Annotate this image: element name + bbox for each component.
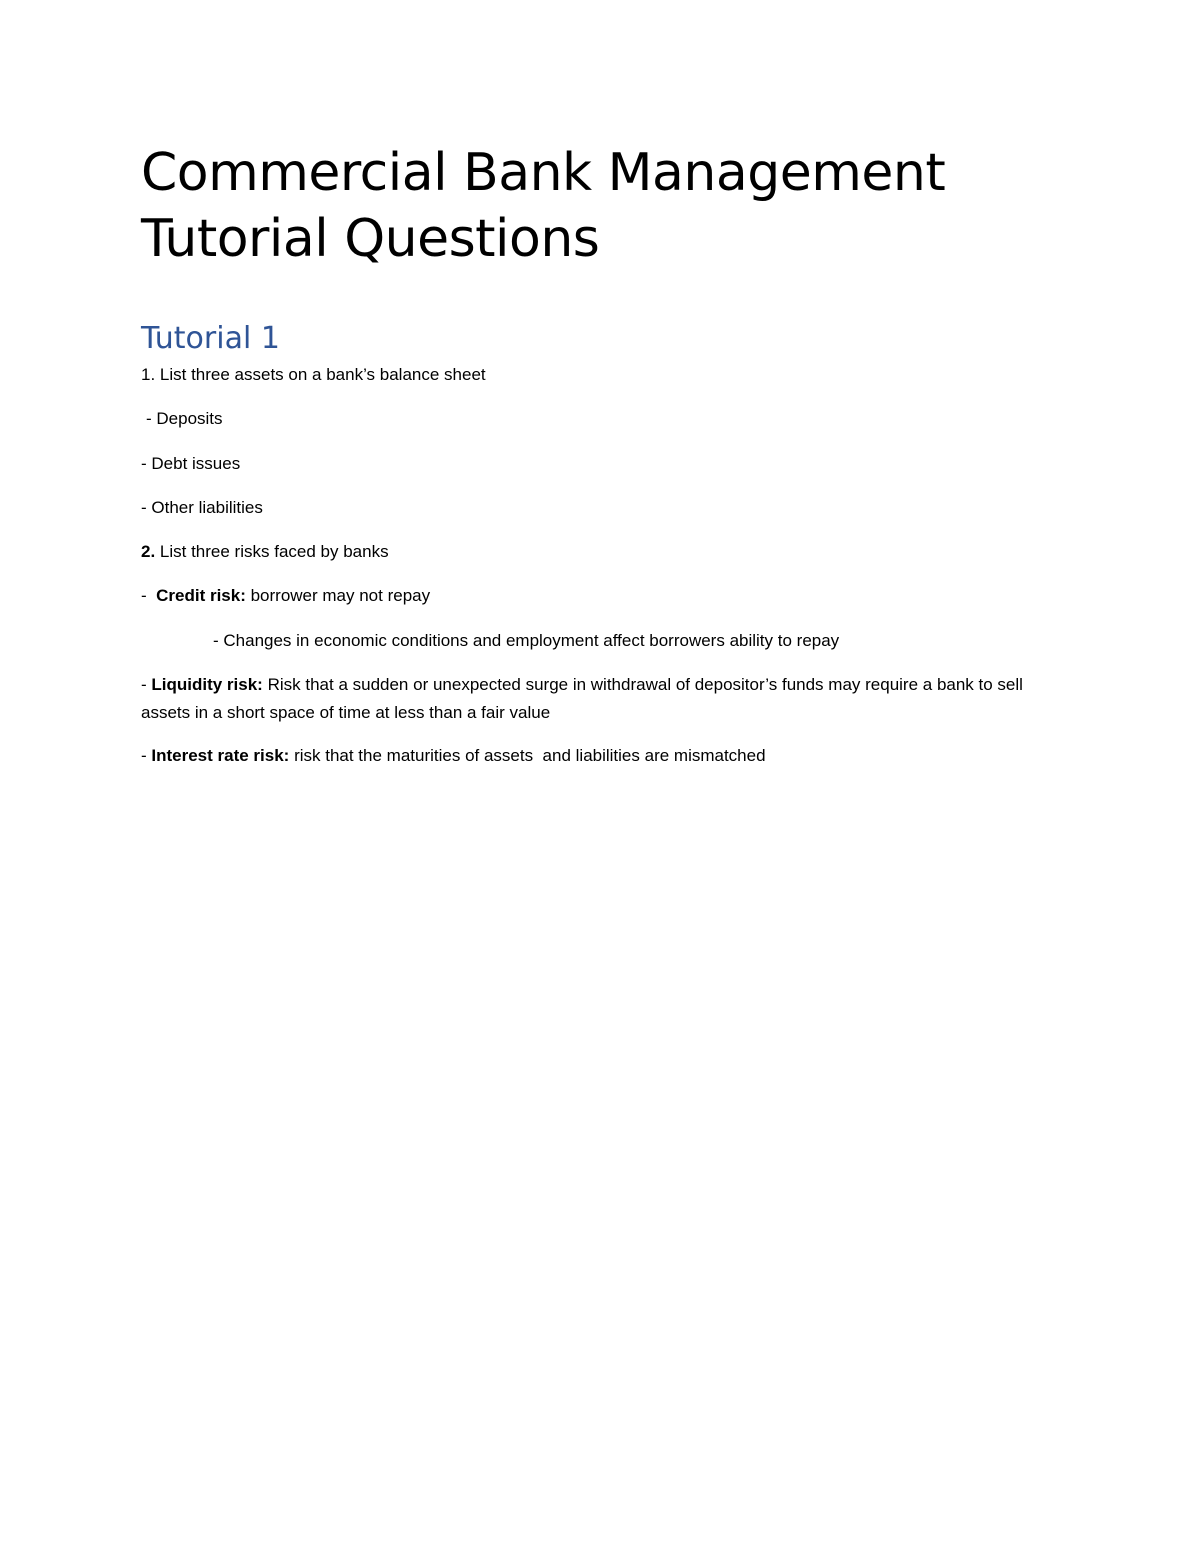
document-title: [141, 140, 945, 272]
risk-interest-rate: [141, 742, 766, 770]
answer-debt-issues: - Debt issues: [141, 454, 241, 473]
risk-liquidity-label: Liquidity risk:: [151, 675, 263, 694]
question-2: [141, 538, 389, 566]
risk-credit-subpoint: - Changes in economic conditions and employment affect borrowers ability to repay: [213, 631, 840, 650]
risk-liquidity-prefix: -: [141, 675, 152, 694]
risk-liquidity-text: Risk that a sudden or unexpected surge in withdrawal of depositor’s funds may require a bank to sell assets in a short space of time at less than a fair value: [141, 675, 1023, 722]
risk-credit-prefix: -: [141, 586, 157, 605]
risk-interest-text: risk that the maturities of assets and liabilities are mismatched: [289, 746, 766, 765]
question-1: 1. List three assets on a bank’s balance sheet: [141, 365, 486, 384]
risk-interest-label: Interest rate risk:: [151, 746, 290, 765]
risk-liquidity: [141, 671, 1056, 727]
risk-credit-label: Credit risk:: [156, 586, 246, 605]
risk-credit: [141, 582, 430, 610]
title-line-1: Commercial Bank Management: [141, 143, 946, 203]
question-2-text: List three risks faced by banks: [155, 542, 389, 561]
risk-credit-text: borrower may not repay: [245, 586, 431, 605]
section-heading: Tutorial 1: [141, 321, 280, 356]
title-line-2: Tutorial Questions: [141, 209, 600, 269]
answer-other-liabilities: - Other liabilities: [141, 498, 263, 517]
answer-deposits: - Deposits: [146, 409, 223, 428]
question-2-number: 2.: [141, 542, 156, 561]
risk-interest-prefix: -: [141, 746, 152, 765]
